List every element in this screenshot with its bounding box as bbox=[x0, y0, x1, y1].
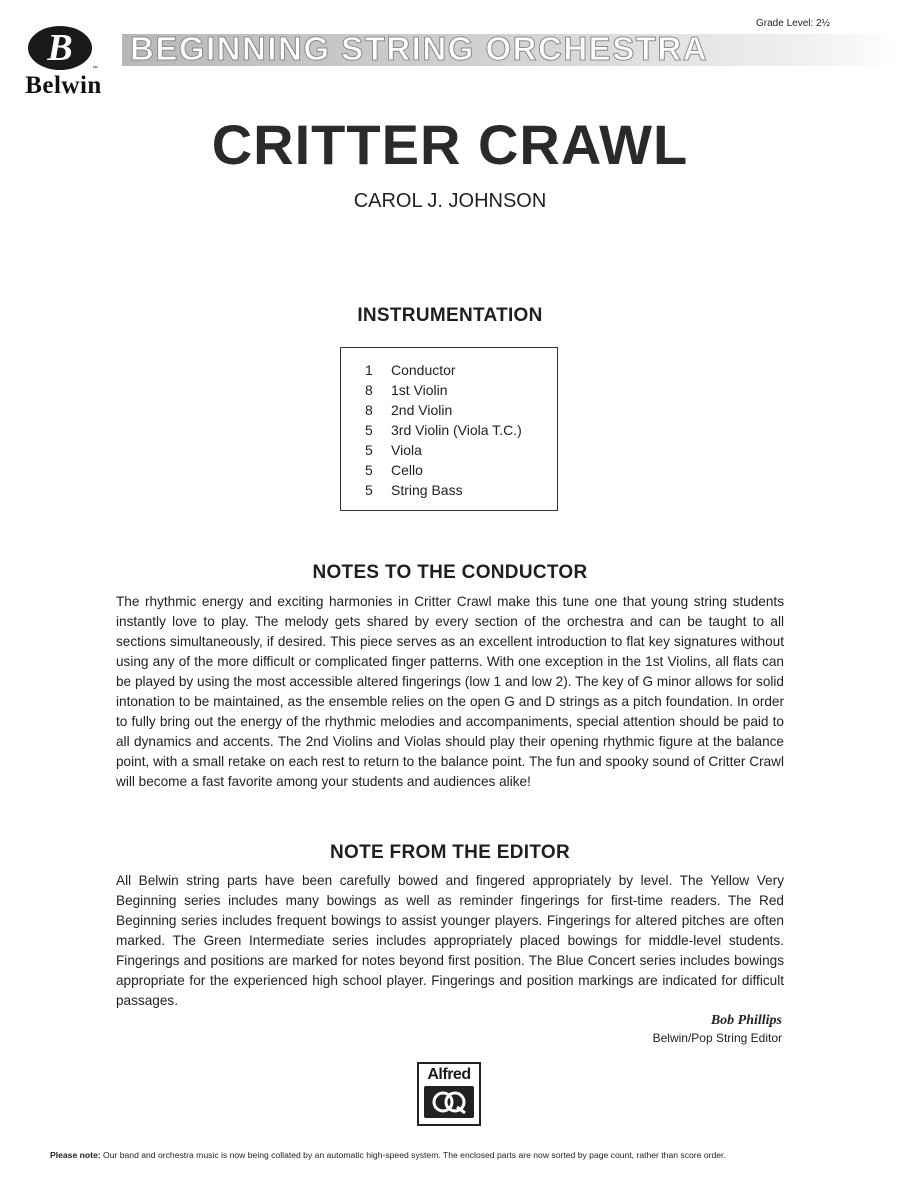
footer-note-text: Our band and orchestra music is now being collated by an automatic high-speed system. The enclosed parts are now sorted by page count, rather than score order. bbox=[100, 1150, 726, 1160]
composer-name: CAROL J. JOHNSON bbox=[353, 190, 547, 212]
instrument-qty: 5 bbox=[365, 442, 373, 458]
instrument-qty: 1 bbox=[365, 362, 373, 378]
instrument-row bbox=[365, 460, 557, 480]
instrument-row bbox=[365, 400, 557, 420]
editor-note-heading: NOTE FROM THE EDITOR bbox=[330, 842, 570, 863]
instrument-qty: 5 bbox=[365, 462, 373, 478]
editor-signature: Bob Phillips bbox=[710, 1013, 782, 1028]
instrument-qty: 5 bbox=[365, 422, 373, 438]
belwin-logo bbox=[6, 22, 121, 102]
trademark-symbol: ™ bbox=[92, 66, 98, 72]
belwin-logo-letter: B bbox=[47, 27, 73, 69]
instrument-row bbox=[365, 480, 557, 500]
conductor-notes-text: The rhythmic energy and exciting harmonies in Critter Crawl make this tune one that young string students instantly love to play. The melody gets shared by every section of the orchestra and can be taught to all sections simultaneously, if desired. This piece serves as an excellent introduction to flat key signatures without using any of the more difficult or complicated finger patterns. With one exception in the 1st Violins, all flats can be played by using the most accessible altered fingerings (low 1 and low 2). The key of G minor allows for solid intonation to be maintained, as the ensemble relies on the open G and D strings as a pitch foundation. In order to fully bring out the energy of the rhythmic melodies and accompaniments, special attention should be paid to all dynamics and accents. The 2nd Violins and Violas should play their opening rhythmic figure at the balance point, with a small retake on each rest to return to the balance point. The fun and spooky sound of Critter Crawl will become a fast favorite among your students and audiences alike! bbox=[116, 594, 784, 789]
editor-role: Belwin/Pop String Editor bbox=[652, 1031, 782, 1045]
instrument-row bbox=[365, 360, 557, 380]
instrument-qty: 5 bbox=[365, 482, 373, 498]
instrumentation-heading: INSTRUMENTATION bbox=[357, 305, 543, 326]
series-title: BEGINNING STRING ORCHESTRA bbox=[130, 30, 709, 67]
instrument-row bbox=[365, 380, 557, 400]
belwin-logo-word: Belwin bbox=[25, 72, 102, 99]
editor-signature-block bbox=[653, 1013, 782, 1045]
conductor-notes-heading: NOTES TO THE CONDUCTOR bbox=[312, 562, 588, 583]
instrument-row bbox=[365, 440, 557, 460]
footer-note bbox=[50, 1150, 860, 1160]
grade-level: Grade Level: 2½ bbox=[756, 18, 830, 29]
instrument-qty: 8 bbox=[365, 382, 373, 398]
instrument-name: Conductor bbox=[391, 362, 456, 378]
instrument-qty: 8 bbox=[365, 402, 373, 418]
instrument-name: String Bass bbox=[391, 482, 463, 498]
alfred-logo-icon bbox=[424, 1086, 474, 1118]
instrument-name: 3rd Violin (Viola T.C.) bbox=[391, 422, 522, 438]
instrument-name: 1st Violin bbox=[391, 382, 448, 398]
piece-title: CRITTER CRAWL bbox=[211, 113, 689, 176]
instrument-name: 2nd Violin bbox=[391, 402, 453, 418]
alfred-logo bbox=[417, 1062, 481, 1126]
footer-note-label: Please note: bbox=[50, 1150, 101, 1160]
instrument-row bbox=[365, 420, 557, 440]
instrument-name: Cello bbox=[391, 462, 423, 478]
instrumentation-list bbox=[340, 347, 558, 511]
editor-note-text: All Belwin string parts have been carefully bowed and fingered appropriately by level. The Yellow Very Beginning series includes many bowings as well as reminder fingerings for first-time readers. The Red Beginning series includes frequent bowings to assist younger players. Fingerings for altered pitches are often marked. The Green Intermediate series includes appropriately placed bowings for middle-level students. Fingerings and positions are marked for notes beyond first position. The Blue Concert series includes bowings appropriate for the experienced high school player. Fingerings and position markings are indicated for difficult passages. bbox=[116, 873, 784, 1008]
instrument-name: Viola bbox=[391, 442, 422, 458]
belwin-logo-mark bbox=[28, 26, 92, 70]
alfred-logo-text: Alfred bbox=[427, 1066, 471, 1083]
